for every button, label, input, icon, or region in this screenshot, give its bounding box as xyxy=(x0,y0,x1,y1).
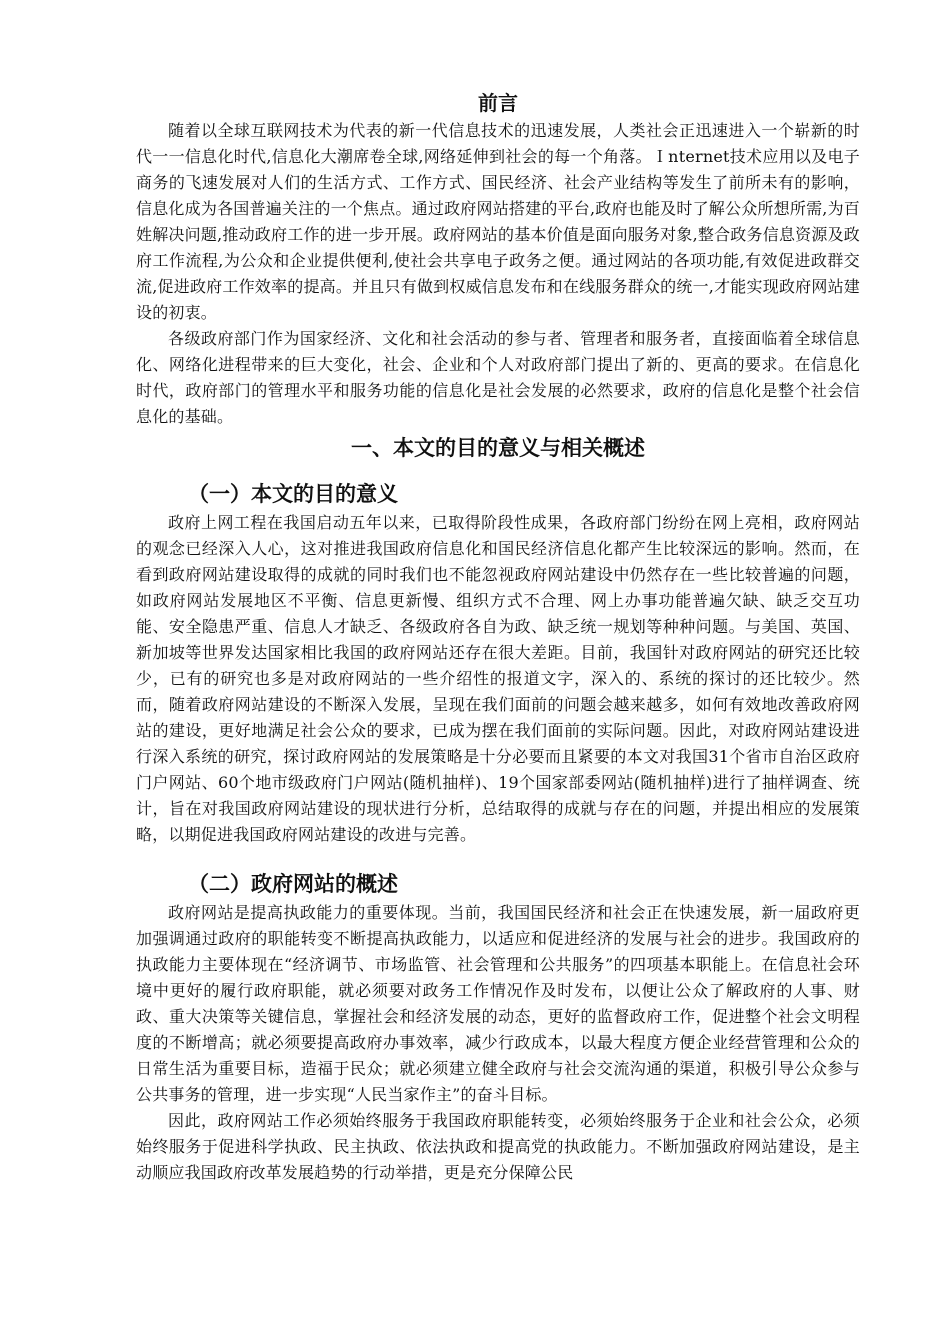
section-2-paragraph-2: 因此，政府网站工作必须始终服务于我国政府职能转变，必须始终服务于企业和社会公众，必须始终服务于促进科学执政、民主执政、依法执政和提高党的执政能力。不断加强政府网站建设，是主动顺应我国政府改革发展趋势的行动举措，更是充分保障公民 xyxy=(136,1111,860,1182)
section-2-title: （二）政府网站的概述 xyxy=(188,871,398,896)
section-1-title: （一）本文的目的意义 xyxy=(188,481,398,506)
section-2-paragraph-1: 政府网站是提高执政能力的重要体现。当前，我国国民经济和社会正在快速发展，新一届政府更加强调通过政府的职能转变不断提高执政能力，以适应和促进经济的发展与社会的进步。我国政府的执政能力主要体现在“经济调节、市场监管、社会管理和公共服务”的四项基本职能上。在信息社会环境中更好的履行政府职能，就必须要对政务工作情况作及时发布，以便让公众了解政府的人事、财政、重大决策等关键信息，掌握社会和经济发展的动态，更好的监督政府工作，促进整个社会文明程度的不断增高；就必须要提高政府办事效率，减少行政成本，以最大程度方便企业经营管理和公众的日常生活为重要目标，造福于民众；就必须建立健全政府与社会交流沟通的渠道，积极引导公众参与公共事务的管理，进一步实现“人民当家作主”的奋斗目标。 xyxy=(136,903,860,1104)
preface-paragraph-1: 随着以全球互联网技术为代表的新一代信息技术的迅速发展，人类社会正迅速进入一个崭新的时代一一信息化时代,信息化大潮席卷全球,网络延伸到社会的每一个角落。Ｉnternet技术应用以及电子商务的飞速发展对人们的生活方式、工作方式、国民经济、社会产业结构等发生了前所未有的影响，信息化成为各国普遍关注的一个焦点。通过政府网站搭建的平台,政府也能及时了解公众所想所需,为百姓解决问题,推动政府工作的进一步开展。政府网站的基本价值是面向服务对象,整合政务信息资源及政府工作流程,为公众和企业提供便利,使社会共享电子政务之便。通过网站的各项功能,有效促进政群交流,促进政府工作效率的提高。并且只有做到权威信息发布和在线服务群众的统一,才能实现政府网站建设的初衷。 xyxy=(136,121,860,322)
document-page xyxy=(136,88,860,1186)
section-1-paragraph-1: 政府上网工程在我国启动五年以来，已取得阶段性成果，各政府部门纷纷在网上亮相，政府网站的观念已经深入人心，这对推进我国政府信息化和国民经济信息化都产生比较深远的影响。然而，在看到政府网站建设取得的成就的同时我们也不能忽视政府网站建设中仍然存在一些比较普遍的问题，如政府网站发展地区不平衡、信息更新慢、组织方式不合理、网上办事功能普遍欠缺、缺乏交互功能、安全隐患严重、信息人才缺乏、各级政府各自为政、缺乏统一规划等种种问题。与美国、英国、新加坡等世界发达国家相比我国的政府网站还存在很大差距。目前，我国针对政府网站的研究还比较少，已有的研究也多是对政府网站的一些介绍性的报道文字，深入的、系统的探讨的还比较少。然而，随着政府网站建设的不断深入发展，呈现在我们面前的问题会越来越多，如何有效地改善政府网站的建设，更好地满足社会公众的要求，已成为摆在我们面前的实际问题。因此，对政府网站建设进行深入系统的研究，探讨政府网站的发展策略是十分必要而且紧要的本文对我国31个省市自治区政府门户网站、60个地市级政府门户网站(随机抽样)、19个国家部委网站(随机抽样)进行了抽样调查、统计，旨在对我国政府网站建设的现状进行分析，总结取得的成就与存在的问题，并提出相应的发展策略，以期促进我国政府网站建设的改进与完善。 xyxy=(136,513,860,844)
preface-paragraph-2: 各级政府部门作为国家经济、文化和社会活动的参与者、管理者和服务者，直接面临着全球信息化、网络化进程带来的巨大变化，社会、企业和个人对政府部门提出了新的、更高的要求。在信息化时代，政府部门的管理水平和服务功能的信息化是社会发展的必然要求，政府的信息化是整个社会信息化的基础。 xyxy=(136,329,860,426)
chapter-title: 一、本文的目的意义与相关概述 xyxy=(351,435,645,460)
preface-title: 前言 xyxy=(478,91,518,115)
